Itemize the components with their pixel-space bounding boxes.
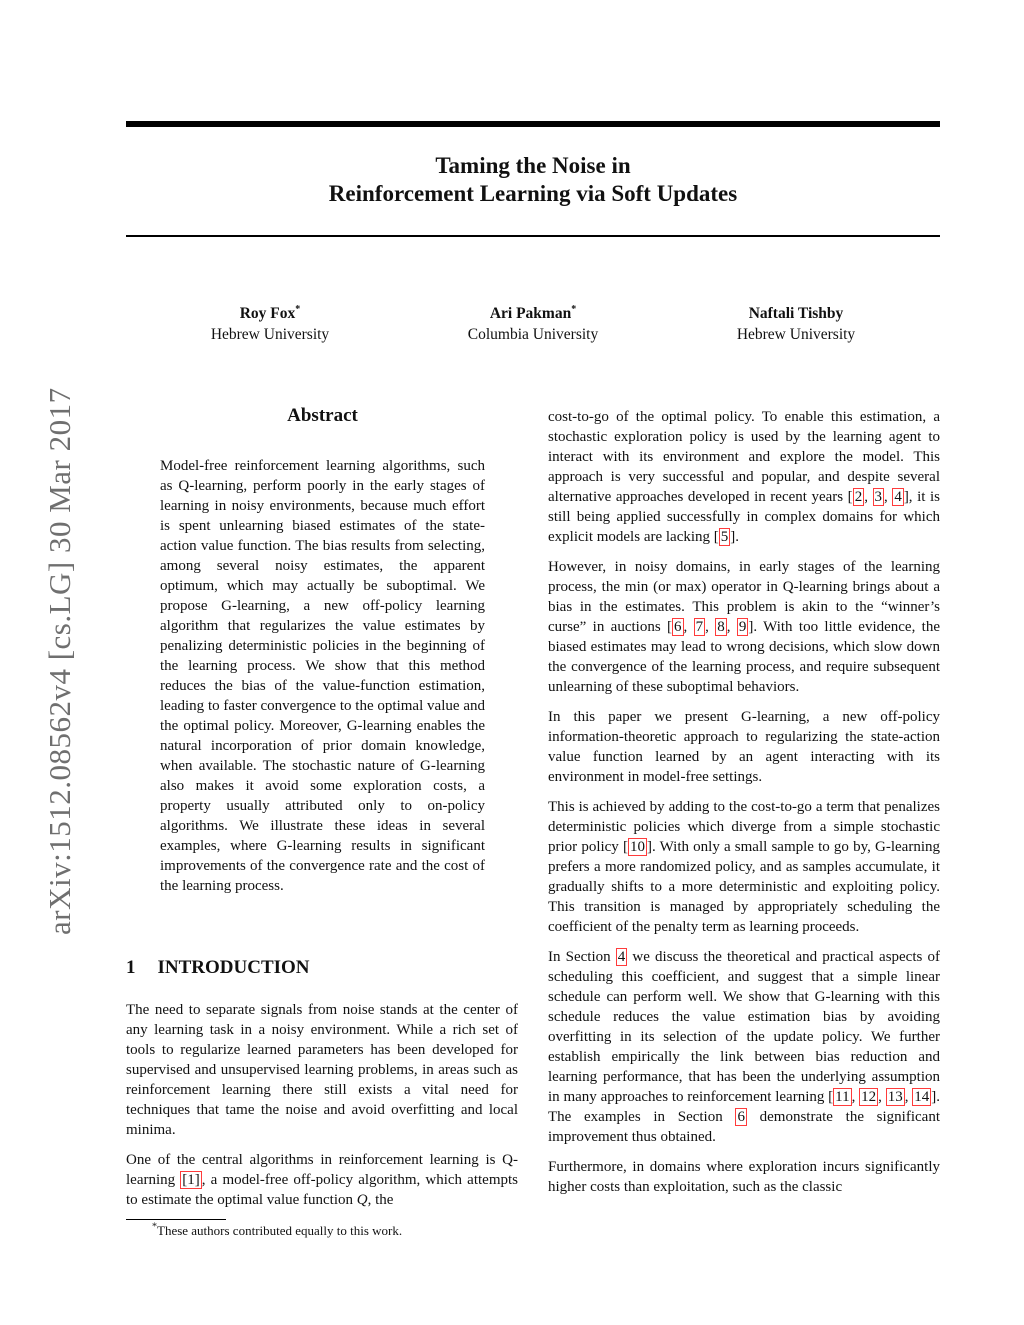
paragraph: In this paper we present G-learning, a new off-policy information-theoretic approach to regularizing the state-action value function learned by an agent interacting with its environment in model-free settings. <box>548 709 940 785</box>
footnote-rule <box>126 1219 226 1220</box>
paragraph: This is achieved by adding to the cost-to-go a term that penalizes deterministic policies which diverge from a simple stochastic prior policy [ 10 ]. With only a small sample to go by, G-learning prefers a more randomized policy, and as samples accumulate, it gradually shifts to a more deterministic and exploiting policy. This transition is managed by appropriately scheduling the coefficient of the penalty term as learning proceeds. <box>548 799 940 935</box>
author-name: Naftali Tishby <box>748 305 844 322</box>
citation-link[interactable]: 5 <box>720 529 729 545</box>
author-name: Roy Fox <box>239 305 296 322</box>
paragraph: Furthermore, in domains where exploration incurs significantly higher costs than exploitation, such as the classic <box>548 1159 940 1195</box>
section-number: 1 <box>126 957 136 978</box>
abstract-paragraph: Model-free reinforcement learning algorithms, such as Q-learning, perform poorly in the early stages of learning in noisy environments, because much effort is spent unlearning biased estimates of the state-action value function. The bias results from selecting, among several noisy estimates, the apparent optimum, which may actually be suboptimal. We propose G-learning, a new off-policy learning algorithm that regularizes the value estimates by penalizing deterministic policies in the beginning of the learning process. We show that this method reduces the bias of the value-function estimation, leading to faster convergence to the optimal value and the optimal policy. Moreover, G-learning enables the natural incorporation of prior domain knowledge, when available. The stochastic nature of G-learning also makes it avoid some exploration costs, a property usually attributed only to on-policy algorithms. We illustrate these ideas in several examples, where G-learning results in significant improvements of the convergence rate and the cost of the learning process. <box>160 458 485 894</box>
arxiv-sidebar <box>20 355 77 935</box>
citation-link[interactable]: [1] <box>182 1172 200 1188</box>
author-name: Ari Pakman <box>489 305 572 322</box>
author-block-2 <box>403 303 663 345</box>
title-line-1: Taming the Noise in <box>435 153 631 178</box>
author-block-1 <box>140 303 400 345</box>
citation-link[interactable]: 10 <box>629 839 645 855</box>
footnote <box>126 1222 518 1239</box>
author-affiliation: Hebrew University <box>210 326 330 343</box>
author-block-3 <box>666 303 926 345</box>
math-symbol: Q <box>356 1192 368 1208</box>
citation-link[interactable]: 2 <box>854 489 863 505</box>
author-affiliation: Hebrew University <box>736 326 856 343</box>
citation-link[interactable]: 6 <box>674 619 682 635</box>
citation-link[interactable]: 8 <box>717 619 725 635</box>
section-heading-introduction <box>126 957 310 979</box>
arxiv-identifier: arXiv:1512.08562v4 [cs.LG] 30 Mar 2017 <box>42 387 77 935</box>
citation-link[interactable]: 12 <box>861 1089 877 1105</box>
title-bottom-rule <box>126 235 940 237</box>
top-rule <box>126 121 940 127</box>
citation-link[interactable]: 14 <box>914 1089 930 1105</box>
paragraph: The need to separate signals from noise stands at the center of any learning task in a noisy environment. While a rich set of tools to regularize learned parameters has been developed for supervised and unsupervised learning problems, in areas such as reinforcement learning there still exists a vital need for techniques that tame the noise and avoid overfitting and local minima. <box>126 1002 518 1138</box>
citation-link[interactable]: 4 <box>894 489 902 505</box>
citation-link[interactable]: 11 <box>835 1089 850 1105</box>
paragraph: One of the central algorithms in reinforcement learning is Q-learning [1] , a model-free off-policy algorithm, which attempts to estimate the optimal value function Q, the <box>126 1152 518 1208</box>
author-mark: * <box>571 303 577 315</box>
right-column-body <box>548 407 940 1207</box>
section-link[interactable]: 6 <box>737 1109 745 1125</box>
citation-link[interactable]: 3 <box>874 489 882 505</box>
paragraph: However, in noisy domains, in early stages of the learning process, the min (or max) operator in Q-learning brings about a bias in the estimates. This problem is akin to the “winner’s curse” in auctions [ 6 , 7 , 8 , 9 ]. With too little evidence, the biased estimates may lead to wrong decisions, which slow down the convergence of the learning process, and require subsequent unlearning of these suboptimal behaviors. <box>548 559 941 695</box>
author-affiliation: Columbia University <box>467 326 599 343</box>
paragraph: cost-to-go of the optimal policy. To enable this estimation, a stochastic exploration policy is used by the learning agent to interact with its environment and explore the model. This approach is very successful and popular, and despite several alternative approaches developed in recent years [ 2 , 3 , 4 ], it is still being applied successfully in complex domains for which explicit models are lacking [ 5 ]. <box>548 409 941 545</box>
abstract-heading: Abstract <box>287 405 358 426</box>
citation-link[interactable]: 7 <box>695 619 704 635</box>
paper-title <box>126 152 940 208</box>
footnote-text: These authors contributed equally to this work. <box>157 1223 403 1238</box>
author-mark: * <box>295 303 301 315</box>
footnote-mark: * <box>152 1221 157 1233</box>
title-line-2: Reinforcement Learning via Soft Updates <box>328 181 738 206</box>
citation-link[interactable]: 9 <box>738 619 747 635</box>
left-column-body <box>126 1000 518 1220</box>
abstract-text <box>160 456 485 906</box>
section-link[interactable]: 4 <box>617 949 626 965</box>
paragraph: In Section 4 we discuss the theoretical and practical aspects of scheduling this coefficient, and suggest that a simple linear schedule can perform well. We show that G-learning with this schedule reduces the value estimation bias by avoiding overfitting in its selection of the update policy. We further establish empirically the link between bias reduction and learning performance, that has been the underlying assumption in many approaches to reinforcement learning [ 11 , 12 , 13 , 14 ]. The examples in Section 6 demonstrate the significant improvement thus obtained. <box>548 949 940 1145</box>
citation-link[interactable]: 13 <box>887 1089 903 1105</box>
section-title: INTRODUCTION <box>157 957 310 978</box>
